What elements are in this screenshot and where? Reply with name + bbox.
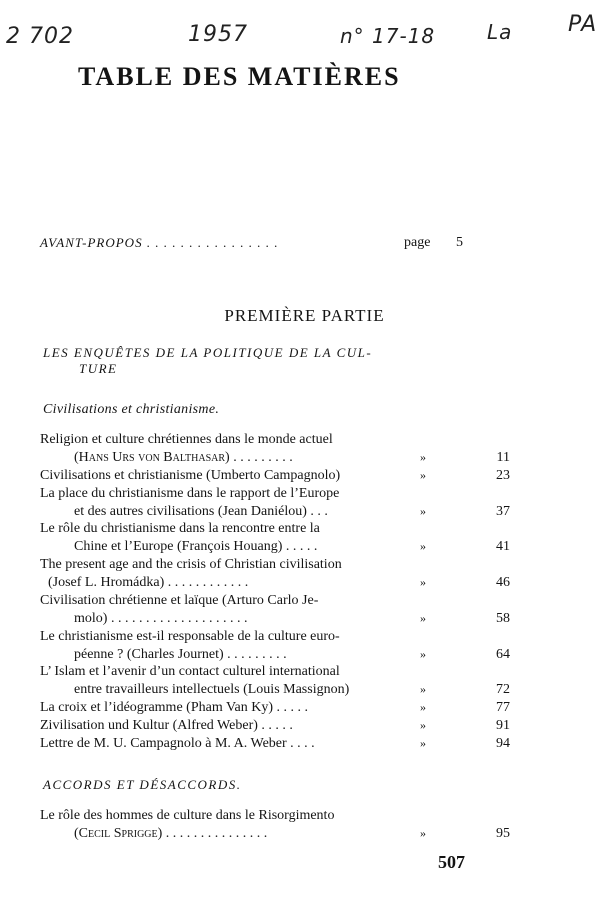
- handwritten-note-issue: n° 17-18: [340, 24, 436, 48]
- toc-entry: [40, 629, 510, 665]
- toc-entry: [40, 486, 510, 522]
- toc-entry: [40, 808, 510, 844]
- toc-entry-page: 11: [496, 450, 510, 465]
- ditto-mark: »: [420, 611, 426, 625]
- toc-entry-line1: La place du christianisme dans le rapport de l’Europe: [40, 486, 340, 501]
- toc-entry-line1: La croix et l’idéogramme (Pham Van Ky) . . . . .: [40, 700, 309, 715]
- toc-entry-line1: Le rôle des hommes de culture dans le Risorgimento: [40, 808, 335, 823]
- toc-entry-line2: et des autres civilisations (Jean Daniélou) . . .: [74, 504, 328, 519]
- subsection-heading: Civilisations et christianisme.: [43, 402, 220, 417]
- avant-propos-dots: . . . . . . . . . . . . . . . .: [146, 235, 279, 250]
- toc-entry-line1: The present age and the crisis of Christian civilisation: [40, 557, 342, 572]
- section-heading-line2: TURE: [79, 361, 118, 376]
- handwritten-note-year: 1957: [188, 22, 248, 47]
- ditto-mark: »: [420, 539, 426, 553]
- ditto-mark: »: [420, 718, 426, 732]
- ditto-mark: »: [420, 736, 426, 750]
- page-title: TABLE DES MATIÈRES: [78, 62, 401, 91]
- handwritten-note-number: 2 702: [6, 24, 74, 49]
- toc-entry-line1: Lettre de M. U. Campagnolo à M. A. Weber . . . .: [40, 736, 315, 751]
- toc-entry-page: 91: [496, 718, 510, 733]
- toc-entry-page: 72: [496, 682, 510, 697]
- toc-entry-line2: entre travailleurs intellectuels (Louis Massignon): [74, 682, 350, 697]
- toc-entry-line1: Le christianisme est-il responsable de la culture euro-: [40, 629, 340, 644]
- page-number: 507: [438, 852, 465, 872]
- ditto-mark: »: [420, 504, 426, 518]
- toc-entry: [40, 736, 510, 756]
- ditto-mark: »: [420, 682, 426, 696]
- ditto-mark: »: [420, 826, 426, 840]
- toc-entry: [40, 700, 510, 720]
- toc-entry: [40, 432, 510, 468]
- toc-entry-line1: Zivilisation und Kultur (Alfred Weber) . . . . .: [40, 718, 293, 733]
- toc-entry-line1: Civilisation chrétienne et laïque (Arturo Carlo Je-: [40, 593, 319, 608]
- ditto-mark: »: [420, 575, 426, 589]
- avant-propos-page: 5: [456, 235, 463, 250]
- toc-entry: [40, 593, 510, 629]
- toc-entry-line2: (Hans Urs von Balthasar) . . . . . . . . .: [74, 450, 293, 465]
- toc-entry-page: 23: [496, 468, 510, 483]
- avant-propos-page-word: page: [404, 235, 431, 250]
- ditto-mark: »: [420, 468, 426, 482]
- toc-entry: [40, 468, 510, 488]
- toc-entry-line1: Religion et culture chrétiennes dans le monde actuel: [40, 432, 333, 447]
- part-heading: PREMIÈRE PARTIE: [224, 306, 385, 325]
- toc-entry-page: 41: [496, 539, 510, 554]
- toc-entry-line2: péenne ? (Charles Journet) . . . . . . . . .: [74, 647, 287, 662]
- toc-entry-line1: Le rôle du christianisme dans la rencontre entre la: [40, 521, 320, 536]
- toc-entry-page: 77: [496, 700, 510, 715]
- toc-entry: [40, 557, 510, 593]
- toc-entry-line1: Civilisations et christianisme (Umberto Campagnolo): [40, 468, 341, 483]
- toc-entry-line2: molo) . . . . . . . . . . . . . . . . . . . .: [74, 611, 248, 626]
- toc-entry: [40, 718, 510, 738]
- subsection-heading-accords: ACCORDS ET DÉSACCORDS.: [43, 777, 242, 792]
- toc-entry-page: 95: [496, 826, 510, 841]
- toc-entry-page: 37: [496, 504, 510, 519]
- toc-entry-avant-propos: [40, 235, 480, 255]
- handwritten-note-pa: PA: [568, 12, 598, 37]
- ditto-mark: »: [420, 647, 426, 661]
- toc-entry-page: 64: [496, 647, 510, 662]
- handwritten-note-la: La: [487, 20, 513, 44]
- toc-entry: [40, 521, 510, 557]
- toc-entry-line2: (Cecil Sprigge) . . . . . . . . . . . . . . .: [74, 826, 268, 841]
- avant-propos-label: AVANT-PROPOS: [40, 235, 143, 250]
- section-heading-line1: LES ENQUÊTES DE LA POLITIQUE DE LA CUL-: [43, 345, 373, 360]
- toc-entry-line2: (Josef L. Hromádka) . . . . . . . . . . . .: [48, 575, 249, 590]
- toc-entry-line2: Chine et l’Europe (François Houang) . . . . .: [74, 539, 318, 554]
- toc-entry-page: 46: [496, 575, 510, 590]
- toc-entry-page: 94: [496, 736, 510, 751]
- toc-entry-line1: L’ Islam et l’avenir d’un contact culturel international: [40, 664, 340, 679]
- toc-entry: [40, 664, 510, 700]
- ditto-mark: »: [420, 450, 426, 464]
- ditto-mark: »: [420, 700, 426, 714]
- toc-entry-page: 58: [496, 611, 510, 626]
